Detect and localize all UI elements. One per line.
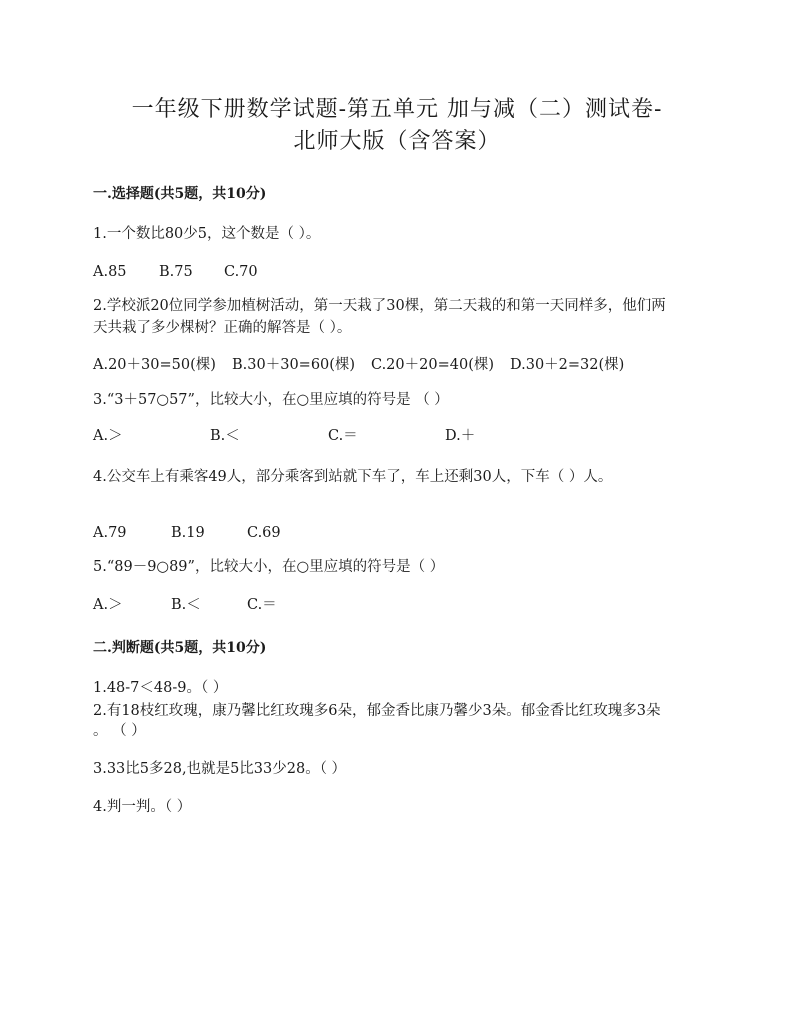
question-1-3: 3.“3＋57○57”，比较大小，在○里应填的符号是 （ ）: [93, 392, 449, 408]
document-title-line-1: 一年级下册数学试题-第五单元 加与减（二）测试卷-: [131, 97, 663, 122]
question-1-2-line-2: 天共栽了多少棵树？正确的解答是（ ）。: [93, 320, 352, 336]
q1-3-option-d: D.＋: [445, 428, 476, 444]
section-1-heading: 一.选择题(共5题，共10分): [93, 186, 267, 202]
q1-2-option-b: B.30＋30=60(棵): [232, 357, 356, 373]
question-1-5: 5.“89－9○89”，比较大小，在○里应填的符号是（ ）: [93, 559, 445, 575]
q1-4-option-a: A.79: [93, 525, 127, 541]
question-2-1: 1.48-7＜48-9。（ ）: [93, 680, 228, 696]
q1-1-option-c: C.70: [224, 264, 258, 280]
q1-3-option-a: A.＞: [93, 428, 123, 444]
question-2-2-line-2: 。 （ ）: [93, 723, 146, 739]
q1-4-option-c: C.69: [247, 525, 281, 541]
section-2-heading: 二.判断题(共5题，共10分): [93, 640, 267, 656]
document-title-line-2: 北师大版（含答案）: [293, 129, 501, 154]
question-2-4: 4.判一判。（ ）: [93, 799, 192, 815]
question-1-1: 1.一个数比80少5，这个数是（ ）。: [93, 226, 321, 242]
q1-5-option-a: A.＞: [93, 597, 123, 613]
q1-1-option-a: A.85: [93, 264, 127, 280]
question-2-3: 3.33比5多28,也就是5比33少28。（ ）: [93, 761, 347, 777]
q1-4-option-b: B.19: [171, 525, 205, 541]
question-1-4: 4.公交车上有乘客49人，部分乘客到站就下车了，车上还剩30人，下车（ ）人。: [93, 469, 613, 485]
question-2-2-line-1: 2.有18枝红玫瑰，康乃馨比红玫瑰多6朵，郁金香比康乃馨少3朵。郁金香比红玫瑰多3朵: [93, 703, 661, 719]
q1-1-option-b: B.75: [159, 264, 193, 280]
q1-2-option-a: A.20＋30=50(棵): [93, 357, 216, 373]
q1-3-option-b: B.＜: [210, 428, 240, 444]
q1-5-option-b: B.＜: [171, 597, 201, 613]
q1-2-option-c: C.20＋20=40(棵): [371, 357, 495, 373]
q1-3-option-c: C.＝: [328, 428, 358, 444]
question-1-2-line-1: 2.学校派20位同学参加植树活动，第一天栽了30棵，第二天栽的和第一天同样多，他们两: [93, 298, 666, 314]
q1-5-option-c: C.＝: [247, 597, 277, 613]
q1-2-option-d: D.30＋2=32(棵): [510, 357, 625, 373]
